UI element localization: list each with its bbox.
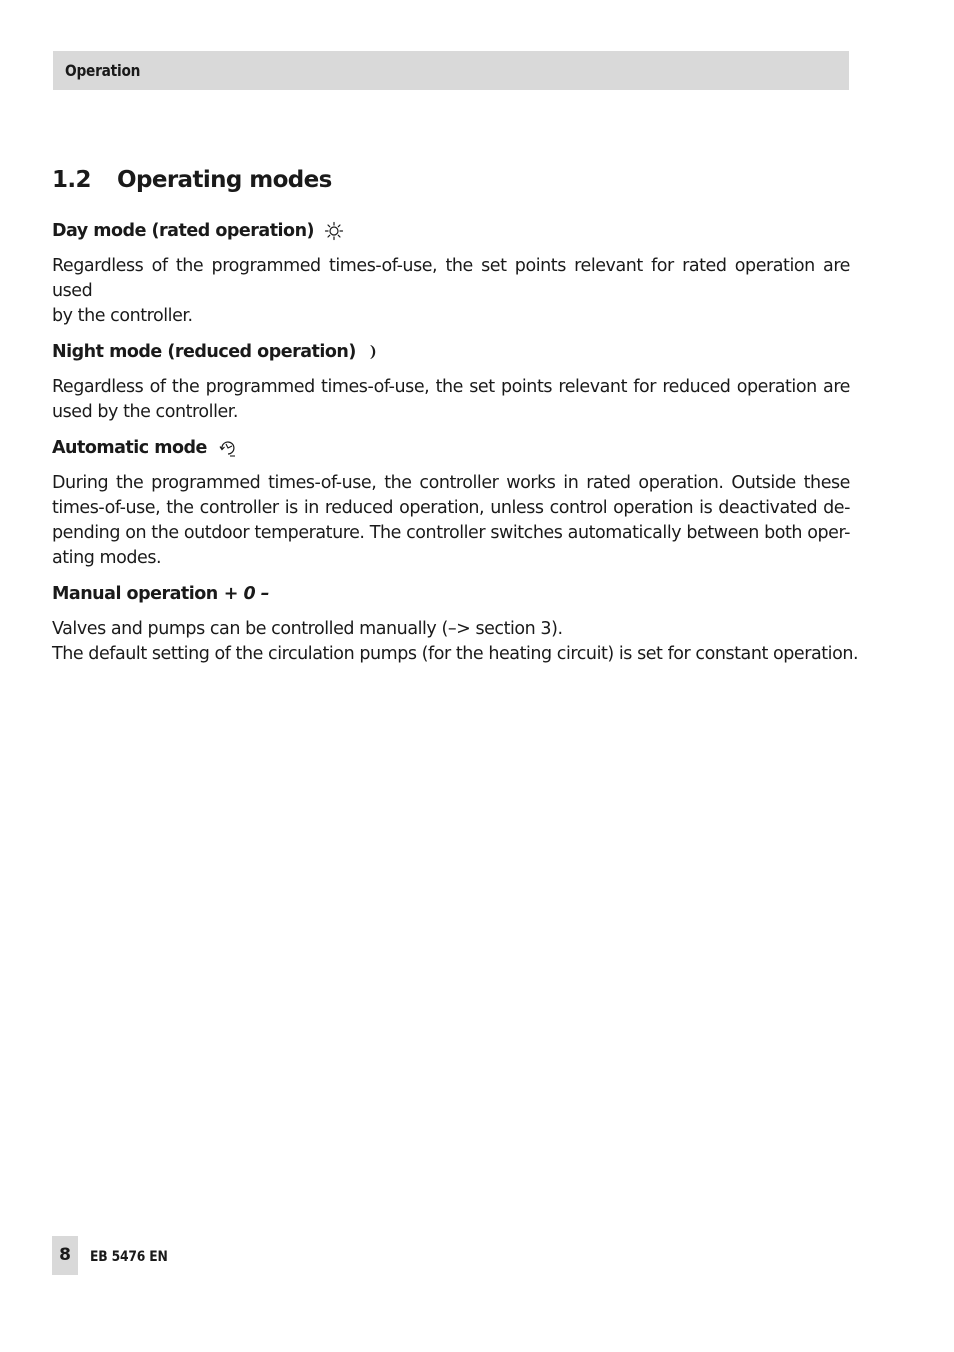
section-number: 1.2 [52,167,91,193]
section-title: Operating modes [117,167,332,193]
night-mode-line: Regardless of the programmed times-of-use, the set points relevant for reduced operation are [52,377,850,397]
automatic-mode-line: times-of-use, the controller is in reduced operation, unless control operation is deactivated de- [52,498,850,518]
day-mode-line: Regardless of the programmed times-of-use, the set points relevant for rated operation are used [52,256,850,301]
manual-mode-line: Valves and pumps can be controlled manually (–> section 3). [52,619,563,639]
automatic-mode-line: During the programmed times-of-use, the controller works in rated operation. Outside these [52,473,850,493]
day-mode-heading [52,218,850,244]
manual-mode-heading-text: Manual operation [52,584,218,604]
night-mode-heading-text: Night mode (reduced operation) [52,342,356,362]
automatic-mode-heading [52,435,850,461]
manual-mode-heading [52,581,850,607]
running-header [53,51,849,90]
night-mode-text [52,375,850,425]
automatic-mode-line: pending on the outdoor temperature. The controller switches automatically between both oper- [52,523,850,543]
document-id: EB 5476 EN [90,1249,168,1265]
manual-mode-line: The default setting of the circulation pumps (for the heating circuit) is set for constant operation. [52,644,859,664]
sun-icon [324,221,344,241]
night-mode-line: used by the controller. [52,402,239,422]
moon-icon [366,342,382,362]
automatic-mode-icon [217,437,239,459]
manual-mode-symbols: + 0 – [223,584,270,604]
night-mode-heading [52,339,850,365]
day-mode-text [52,254,850,329]
automatic-mode-text [52,471,850,571]
main-content [52,164,859,677]
manual-mode-text [52,617,859,667]
page-number: 8 [52,1236,78,1275]
day-mode-heading-text: Day mode (rated operation) [52,221,315,241]
automatic-mode-heading-text: Automatic mode [52,438,207,458]
automatic-mode-line: ating modes. [52,548,162,568]
section-heading [52,164,850,196]
day-mode-line: by the controller. [52,306,193,326]
running-header-title: Operation [65,61,141,80]
